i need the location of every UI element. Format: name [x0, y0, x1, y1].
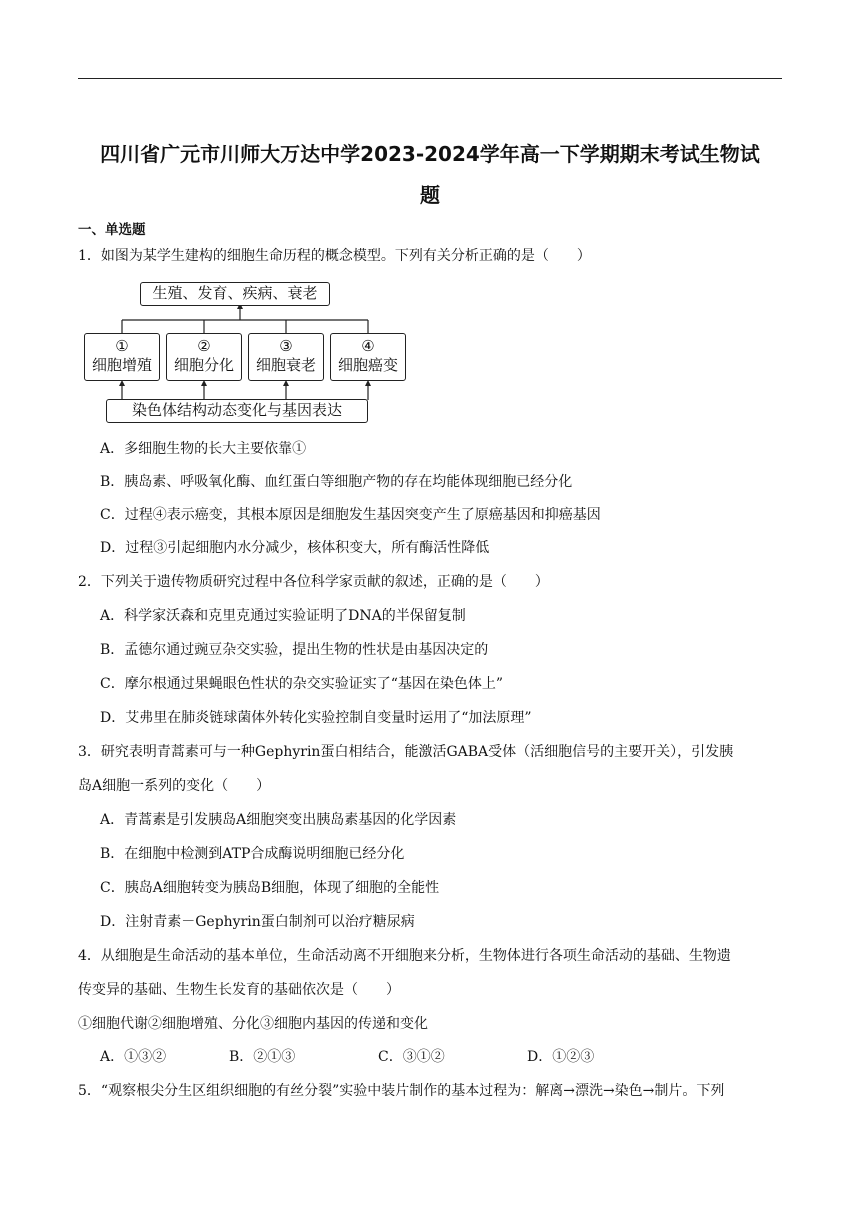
question-2-option-a: A．科学家沃森和克里克通过实验证明了DNA的半保留复制 — [100, 608, 466, 624]
figure-box-1-number: ① — [115, 337, 129, 355]
question-3-option-a: A．青蒿素是引发胰岛A细胞突变出胰岛素基因的化学因素 — [100, 812, 457, 828]
figure-bottom-box: 染色体结构动态变化与基因表达 — [106, 399, 368, 423]
question-1-stem: 1．如图为某学生建构的细胞生命历程的概念模型。下列有关分析正确的是（ ） — [78, 248, 591, 264]
document-title-line-2: 题 — [420, 183, 440, 207]
figure-box-cell-canceration — [330, 333, 406, 381]
figure-box-cell-senescence — [248, 333, 324, 381]
figure-box-3-number: ③ — [279, 337, 293, 355]
figure-box-4-label: 细胞癌变 — [337, 356, 398, 374]
question-4-option-a: A．①③② — [100, 1049, 167, 1065]
question-2-option-c: C．摩尔根通过果蝇眼色性状的杂交实验证实了“基因在染色体上” — [100, 676, 504, 692]
question-4-option-b: B．②①③ — [229, 1049, 296, 1065]
figure-box-1-label: 细胞增殖 — [91, 356, 152, 374]
figure-box-4-number: ④ — [361, 337, 375, 355]
question-1-option-a: A．多细胞生物的长大主要依靠① — [100, 441, 307, 457]
question-4-stem-line-2: 传变异的基础、生物生长发育的基础依次是（ ） — [78, 982, 400, 998]
question-3-option-b: B．在细胞中检测到ATP合成酶说明细胞已经分化 — [100, 846, 405, 862]
header-rule — [78, 78, 782, 79]
question-3-option-d: D．注射青素－Gephyrin蛋白制剂可以治疗糖尿病 — [100, 914, 415, 930]
question-1-option-b: B．胰岛素、呼吸氧化酶、血红蛋白等细胞产物的存在均能体现细胞已经分化 — [100, 474, 573, 490]
question-4-stem-line-3: ①细胞代谢②细胞增殖、分化③细胞内基因的传递和变化 — [78, 1016, 428, 1032]
section-heading: 一、单选题 — [78, 222, 146, 238]
question-5-stem: 5．“观察根尖分生区组织细胞的有丝分裂”实验中装片制作的基本过程为：解离→漂洗→染色→制片。下列 — [78, 1083, 725, 1099]
question-1-option-d: D．过程③引起细胞内水分减少，核体积变大，所有酶活性降低 — [100, 540, 490, 556]
question-2-option-d: D．艾弗里在肺炎链球菌体外转化实验控制自变量时运用了“加法原理” — [100, 710, 532, 726]
question-3-option-c: C．胰岛A细胞转变为胰岛B细胞，体现了细胞的全能性 — [100, 880, 440, 896]
question-2-stem: 2．下列关于遗传物质研究过程中各位科学家贡献的叙述，正确的是（ ） — [78, 574, 549, 590]
question-3-stem-line-2: 岛A细胞一系列的变化（ ） — [78, 778, 271, 794]
question-3-stem-line-1: 3．研究表明青蒿素可与一种Gephyrin蛋白相结合，能激活GABA受体（活细胞信号的主要开关），引发胰 — [78, 744, 734, 760]
figure-top-box: 生殖、发育、疾病、衰老 — [140, 282, 330, 306]
question-4-stem-line-1: 4．从细胞是生命活动的基本单位，生命活动离不开细胞来分析，生物体进行各项生命活动的基础、生物遗 — [78, 948, 731, 964]
question-4-option-d: D．①②③ — [527, 1049, 595, 1065]
question-2-option-b: B．孟德尔通过豌豆杂交实验，提出生物的性状是由基因决定的 — [100, 642, 489, 658]
figure-box-2-label: 细胞分化 — [173, 356, 234, 374]
document-title-line-1: 四川省广元市川师大万达中学2023-2024学年高一下学期期末考试生物试 — [100, 142, 760, 166]
figure-box-3-label: 细胞衰老 — [255, 356, 316, 374]
figure-box-2-number: ② — [197, 337, 211, 355]
question-4-option-c: C．③①② — [378, 1049, 445, 1065]
concept-model-figure — [82, 278, 412, 428]
question-1-option-c: C．过程④表示癌变，其根本原因是细胞发生基因突变产生了原癌基因和抑癌基因 — [100, 507, 601, 523]
figure-box-cell-proliferation — [84, 333, 160, 381]
figure-box-cell-differentiation — [166, 333, 242, 381]
